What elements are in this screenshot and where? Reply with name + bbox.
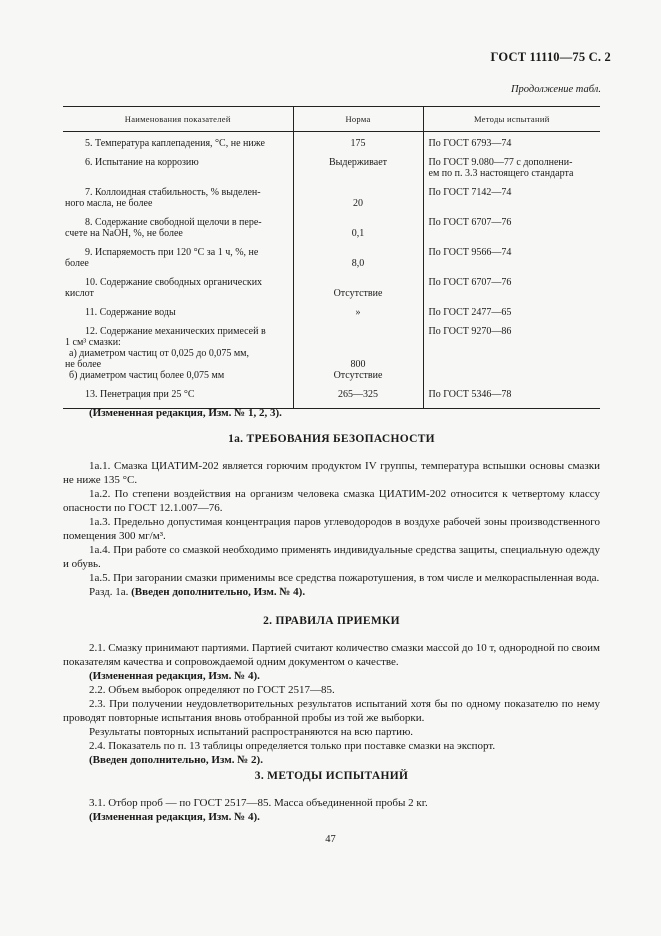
page-number: 47 — [325, 834, 336, 845]
cell-line: По ГОСТ 6707—76 — [428, 277, 512, 288]
cell-line: По ГОСТ 7142—74 — [428, 187, 512, 198]
column-header-name: Наименования показателей — [63, 107, 293, 132]
cell-line: 5. Температура каплепадения, °С, не ниже — [85, 138, 265, 149]
cell-line: По ГОСТ 9270—86 — [428, 326, 512, 337]
cell-line: По ГОСТ 9566—74 — [428, 247, 512, 258]
section-title: 2. ПРАВИЛА ПРИЕМКИ — [263, 615, 400, 627]
page-header: ГОСТ 11110—75 С. 2 — [490, 50, 611, 64]
table-row — [63, 132, 600, 156]
cell-line: 13. Пенетрация при 25 °С — [85, 389, 195, 400]
cell-line: 7. Коллоидная стабильность, % выделен- — [85, 187, 261, 198]
indicator-name-cell — [63, 185, 293, 215]
cell-line: 1 см³ смазки: — [65, 337, 121, 348]
indicator-name-cell — [63, 324, 293, 387]
norm-cell — [293, 245, 423, 275]
cell-line: более — [65, 258, 89, 269]
cell-line: 800 — [350, 359, 366, 370]
indicator-name-cell — [63, 155, 293, 185]
cell-line: » — [355, 307, 361, 318]
specs-table — [63, 106, 600, 409]
table-row — [63, 185, 600, 215]
cell-line: По ГОСТ 9.080—77 с дополнени- — [428, 157, 573, 168]
table-row — [63, 275, 600, 305]
cell-line: 0,1 — [351, 228, 365, 239]
indicator-name-cell — [63, 305, 293, 324]
norm-cell — [293, 132, 423, 156]
indicator-name-cell — [63, 132, 293, 156]
table-row — [63, 155, 600, 185]
paragraph: 3.1. Отбор проб — по ГОСТ 2517—85. Масса объединенной пробы 2 кг. — [89, 797, 428, 809]
section-title: 1а. ТРЕБОВАНИЯ БЕЗОПАСНОСТИ — [228, 433, 435, 445]
cell-line: 175 — [350, 138, 366, 149]
cell-line: По ГОСТ 6707—76 — [428, 217, 512, 228]
paragraph: 1а.1. Смазка ЦИАТИМ-202 является горючим продуктом IV группы, температура вспышки основы смазки не ниже 135 °С. — [63, 460, 600, 486]
table-header-row — [63, 107, 600, 132]
method-cell — [423, 245, 600, 275]
cell-line — [294, 247, 423, 258]
paragraph: 2.1. Смазку принимают партиями. Партией считают количество смазки массой до 10 т, однородной по своим показателям качества и сопровождаемой одним документом о качестве. — [63, 642, 600, 668]
cell-line: счете на NaOH, %, не более — [65, 228, 183, 239]
cell-line: 10. Содержание свободных органических — [85, 277, 263, 288]
norm-cell — [293, 305, 423, 324]
cell-line: кислот — [65, 288, 94, 299]
cell-line: Отсутствие — [333, 288, 383, 299]
section-ref: Разд. 1а. — [89, 586, 129, 598]
cell-line — [294, 217, 423, 228]
paragraph: 2.2. Объем выборок определяют по ГОСТ 2517—85. — [89, 684, 335, 696]
cell-line: ного масла, не более — [65, 198, 153, 209]
method-cell — [423, 132, 600, 156]
cell-line: б) диаметром частиц более 0,075 мм — [69, 370, 225, 381]
paragraph: 1а.3. Предельно допустимая концентрация паров углеводородов в воздухе рабочей зоны производственного помещения 300 мг/м³. — [63, 516, 600, 542]
paragraph: 1а.4. При работе со смазкой необходимо применять индивидуальные средства защиты, специальную одежду и обувь. — [63, 544, 600, 570]
paragraph: 2.4. Показатель по п. 13 таблицы определяется только при поставке смазки на экспорт. — [89, 740, 496, 752]
method-cell — [423, 275, 600, 305]
indicator-name-cell — [63, 275, 293, 305]
cell-line: ем по п. 3.3 настоящего стандарта — [428, 168, 574, 179]
paragraph: 1а.5. При загорании смазки применимы все средства пожаротушения, в том числе и мелкораспыленная вода. — [89, 572, 600, 584]
column-header-method: Методы испытаний — [423, 107, 600, 132]
method-cell — [423, 185, 600, 215]
norm-cell — [293, 324, 423, 387]
cell-line: 8. Содержание свободной щелочи в пере- — [85, 217, 262, 228]
table-row — [63, 305, 600, 324]
indicator-name-cell — [63, 215, 293, 245]
amendment-text: (Измененная редакция, Изм. № 4). — [89, 670, 260, 682]
amendment-text: (Введен дополнительно, Изм. № 2). — [89, 754, 263, 766]
cell-line: Отсутствие — [333, 370, 383, 381]
amendment-text: (Измененная редакция, Изм. № 1, 2, 3). — [89, 407, 282, 419]
amendment-text: (Введен дополнительно, Изм. № 4). — [131, 586, 306, 598]
cell-line: не более — [65, 359, 102, 370]
cell-line: По ГОСТ 2477—65 — [428, 307, 512, 318]
cell-line: 8,0 — [351, 258, 365, 269]
cell-line — [294, 187, 423, 198]
column-header-norm: Норма — [293, 107, 423, 132]
method-cell — [423, 305, 600, 324]
cell-line: 265—325 — [338, 389, 378, 400]
cell-line: 6. Испытание на коррозию — [85, 157, 199, 168]
amendment-note — [63, 406, 600, 420]
method-cell — [423, 324, 600, 387]
cell-line: 9. Испаряемость при 120 °С за 1 ч, %, не — [85, 247, 259, 258]
cell-line — [294, 337, 423, 348]
paragraph — [63, 585, 600, 599]
cell-line: По ГОСТ 5346—78 — [428, 389, 512, 400]
method-cell — [423, 215, 600, 245]
cell-line — [294, 348, 423, 359]
cell-line: 20 — [353, 198, 363, 209]
cell-line: 12. Содержание механических примесей в — [85, 326, 266, 337]
table-continuation-note: Продолжение табл. — [510, 84, 601, 95]
table-row — [63, 215, 600, 245]
table-row — [63, 324, 600, 387]
cell-line — [294, 326, 423, 337]
paragraph: 2.3. При получении неудовлетворительных результатов испытаний хотя бы по одному показателю по нему проводят повторные испытания вновь отобранной пробы из той же выборки. — [63, 698, 600, 724]
norm-cell — [293, 155, 423, 185]
paragraph: 1а.2. По степени воздействия на организм человека смазка ЦИАТИМ-202 относится к четвертому классу опасности по ГОСТ 12.1.007—76. — [63, 488, 600, 514]
cell-line: По ГОСТ 6793—74 — [428, 138, 512, 149]
cell-line — [294, 277, 423, 288]
cell-line: а) диаметром частиц от 0,025 до 0,075 мм, — [69, 348, 250, 359]
table-row — [63, 245, 600, 275]
cell-line: 11. Содержание воды — [85, 307, 176, 318]
norm-cell — [293, 275, 423, 305]
paragraph: Результаты повторных испытаний распространяются на всю партию. — [89, 726, 414, 738]
indicator-name-cell — [63, 245, 293, 275]
section-2 — [63, 614, 600, 767]
amendment-text: (Измененная редакция, Изм. № 4). — [89, 811, 260, 823]
method-cell — [423, 155, 600, 185]
section-1a — [63, 432, 600, 599]
section-3 — [63, 769, 600, 824]
norm-cell — [293, 215, 423, 245]
section-title: 3. МЕТОДЫ ИСПЫТАНИЙ — [254, 770, 409, 782]
cell-line: Выдерживает — [328, 157, 387, 168]
norm-cell — [293, 185, 423, 215]
